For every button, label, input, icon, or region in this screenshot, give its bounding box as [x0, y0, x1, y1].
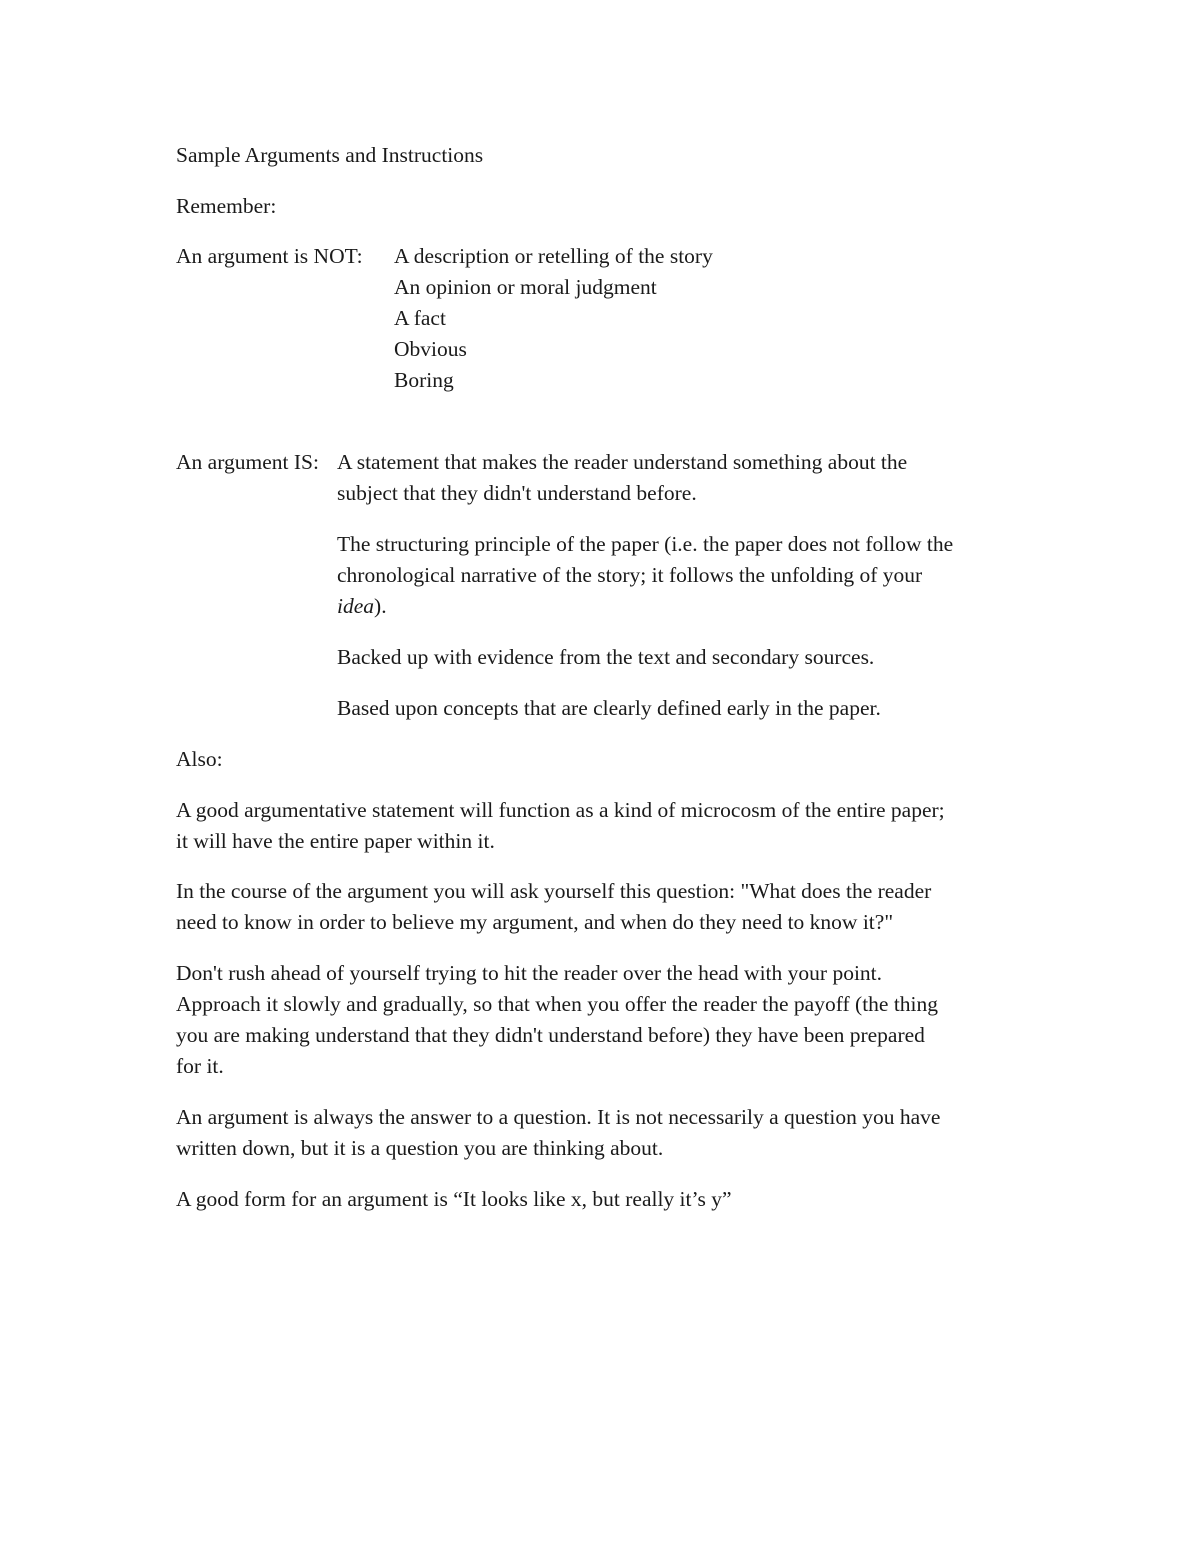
paragraph-line: for it.: [176, 1054, 224, 1078]
is-item-line: A statement that makes the reader understand something about the: [337, 450, 908, 474]
paragraph-line: In the course of the argument you will ask yourself this question: "What does the reader: [176, 879, 932, 903]
also-label: Also:: [176, 747, 223, 771]
is-label: An argument IS:: [176, 450, 319, 474]
not-item: A description or retelling of the story: [394, 244, 713, 268]
not-item: Boring: [394, 368, 454, 392]
remember-label: Remember:: [176, 194, 277, 218]
is-item-line: [337, 596, 387, 618]
is-item-line-tail: ).: [374, 594, 387, 618]
is-item-line: subject that they didn't understand before.: [337, 481, 697, 505]
paragraph-line: written down, but it is a question you are thinking about.: [176, 1136, 664, 1160]
is-item-line: Backed up with evidence from the text and secondary sources.: [337, 645, 875, 669]
paragraph-line: it will have the entire paper within it.: [176, 829, 495, 853]
paragraph-line: A good argumentative statement will function as a kind of microcosm of the entire paper;: [176, 798, 945, 822]
paragraph-line: need to know in order to believe my argument, and when do they need to know it?": [176, 910, 894, 934]
is-item-line: Based upon concepts that are clearly defined early in the paper.: [337, 696, 881, 720]
emphasis-idea: idea: [337, 594, 375, 618]
paragraph-line: Approach it slowly and gradually, so that when you offer the reader the payoff (the thing: [176, 992, 939, 1016]
document-title: Sample Arguments and Instructions: [176, 143, 484, 167]
paragraph-line: Don't rush ahead of yourself trying to hit the reader over the head with your point.: [176, 961, 883, 985]
not-item: A fact: [394, 306, 446, 330]
paragraph-line: A good form for an argument is “It looks like x, but really it’s y”: [176, 1187, 732, 1211]
not-label: An argument is NOT:: [176, 244, 363, 268]
not-item: An opinion or moral judgment: [394, 275, 657, 299]
paragraph-line: An argument is always the answer to a question. It is not necessarily a question you have: [176, 1105, 941, 1129]
not-item: Obvious: [394, 337, 467, 361]
is-item-line: chronological narrative of the story; it follows the unfolding of your: [337, 563, 923, 587]
paragraph-line: you are making understand that they didn't understand before) they have been prepared: [176, 1023, 925, 1047]
is-item-line: The structuring principle of the paper (i.e. the paper does not follow the: [337, 532, 954, 556]
